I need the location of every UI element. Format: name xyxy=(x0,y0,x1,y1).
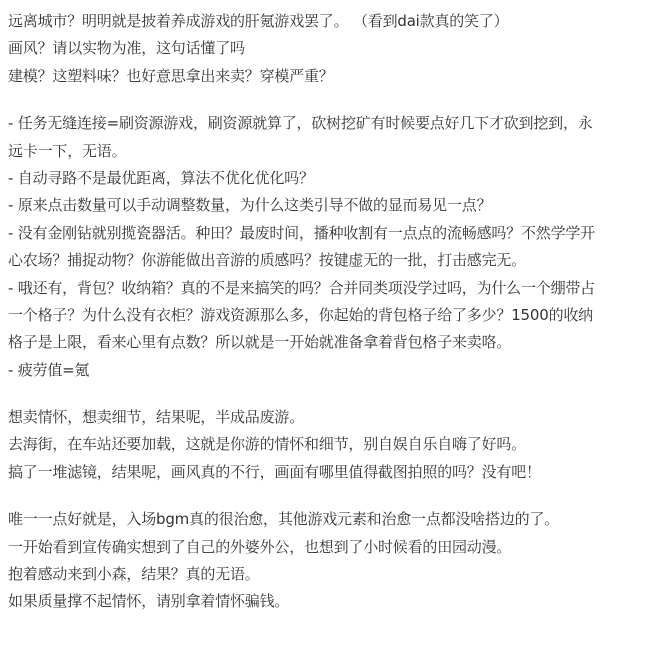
text-line: 抱着感动来到小森，结果？真的无语。 xyxy=(8,565,260,584)
text-line: 一开始看到宣传确实想到了自己的外婆外公，也想到了小时候看的田园动漫。 xyxy=(8,537,512,556)
text-line: - 哦还有，背包？收纳箱？真的不是来搞笑的吗？合并同类项没学过吗，为什么一个绷带占 xyxy=(8,278,595,297)
paragraph-spacer xyxy=(8,384,653,404)
paragraph-spacer xyxy=(8,486,653,506)
text-line: 想卖情怀，想卖细节，结果呢，半成品废游。 xyxy=(8,408,305,427)
text-line: 去海街，在车站还要加载，这就是你游的情怀和细节，别自娱自乐自嗨了好吗。 xyxy=(8,435,527,454)
text-line: 建模？这塑料味？也好意思拿出来卖？穿模严重？ xyxy=(8,66,334,85)
paragraph-sentiment xyxy=(8,404,653,486)
text-line: 一个格子？为什么没有衣柜？游戏资源那么多，你起始的背包格子给了多少？1500的收纳 xyxy=(8,305,593,324)
text-line: 搞了一堆滤镜，结果呢，画风真的不行，画面有哪里值得截图拍照的吗？没有吧！ xyxy=(8,462,541,481)
text-line: - 原来点击数量可以手动调整数量，为什么这类引导不做的显而易见一点？ xyxy=(8,196,492,215)
text-line: - 任务无缝连接=刷资源游戏，刷资源就算了，砍树挖矿有时候要点好几下才砍到挖到，永 xyxy=(8,114,593,133)
text-line: 画风？请以实物为准，这句话懂了吗 xyxy=(8,39,245,58)
paragraph-complaints-list xyxy=(8,110,653,384)
text-line: 格子是上限，看来心里有点数？所以就是一开始就准备拿着背包格子来卖咯。 xyxy=(8,333,512,352)
text-line: - 没有金刚钻就别揽瓷器活。种田？最废时间，播种收割有一点点的流畅感吗？不然学学开 xyxy=(8,223,595,242)
paragraph-spacer xyxy=(8,90,653,110)
text-line: 远离城市？明明就是披着养成游戏的肝氪游戏罢了。 （看到dai款真的笑了） xyxy=(8,12,509,30)
text-line: 远卡一下，无语。 xyxy=(8,141,127,160)
text-line: 唯一一点好就是，入场bgm真的很治愈，其他游戏元素和治愈一点都没啥搭边的了。 xyxy=(8,510,560,529)
text-line: 心农场？捕捉动物？你游能做出音游的质感吗？按键虚无的一批，打击感完无。 xyxy=(8,251,527,270)
review-text-body xyxy=(8,8,653,616)
text-line: 如果质量撑不起情怀，请别拿着情怀骗钱。 xyxy=(8,592,290,611)
paragraph-conclusion xyxy=(8,506,653,616)
text-line: - 疲劳值=氪 xyxy=(8,360,90,379)
paragraph-intro xyxy=(8,8,653,90)
text-line: - 自动寻路不是最优距离，算法不优化优化吗？ xyxy=(8,168,314,187)
